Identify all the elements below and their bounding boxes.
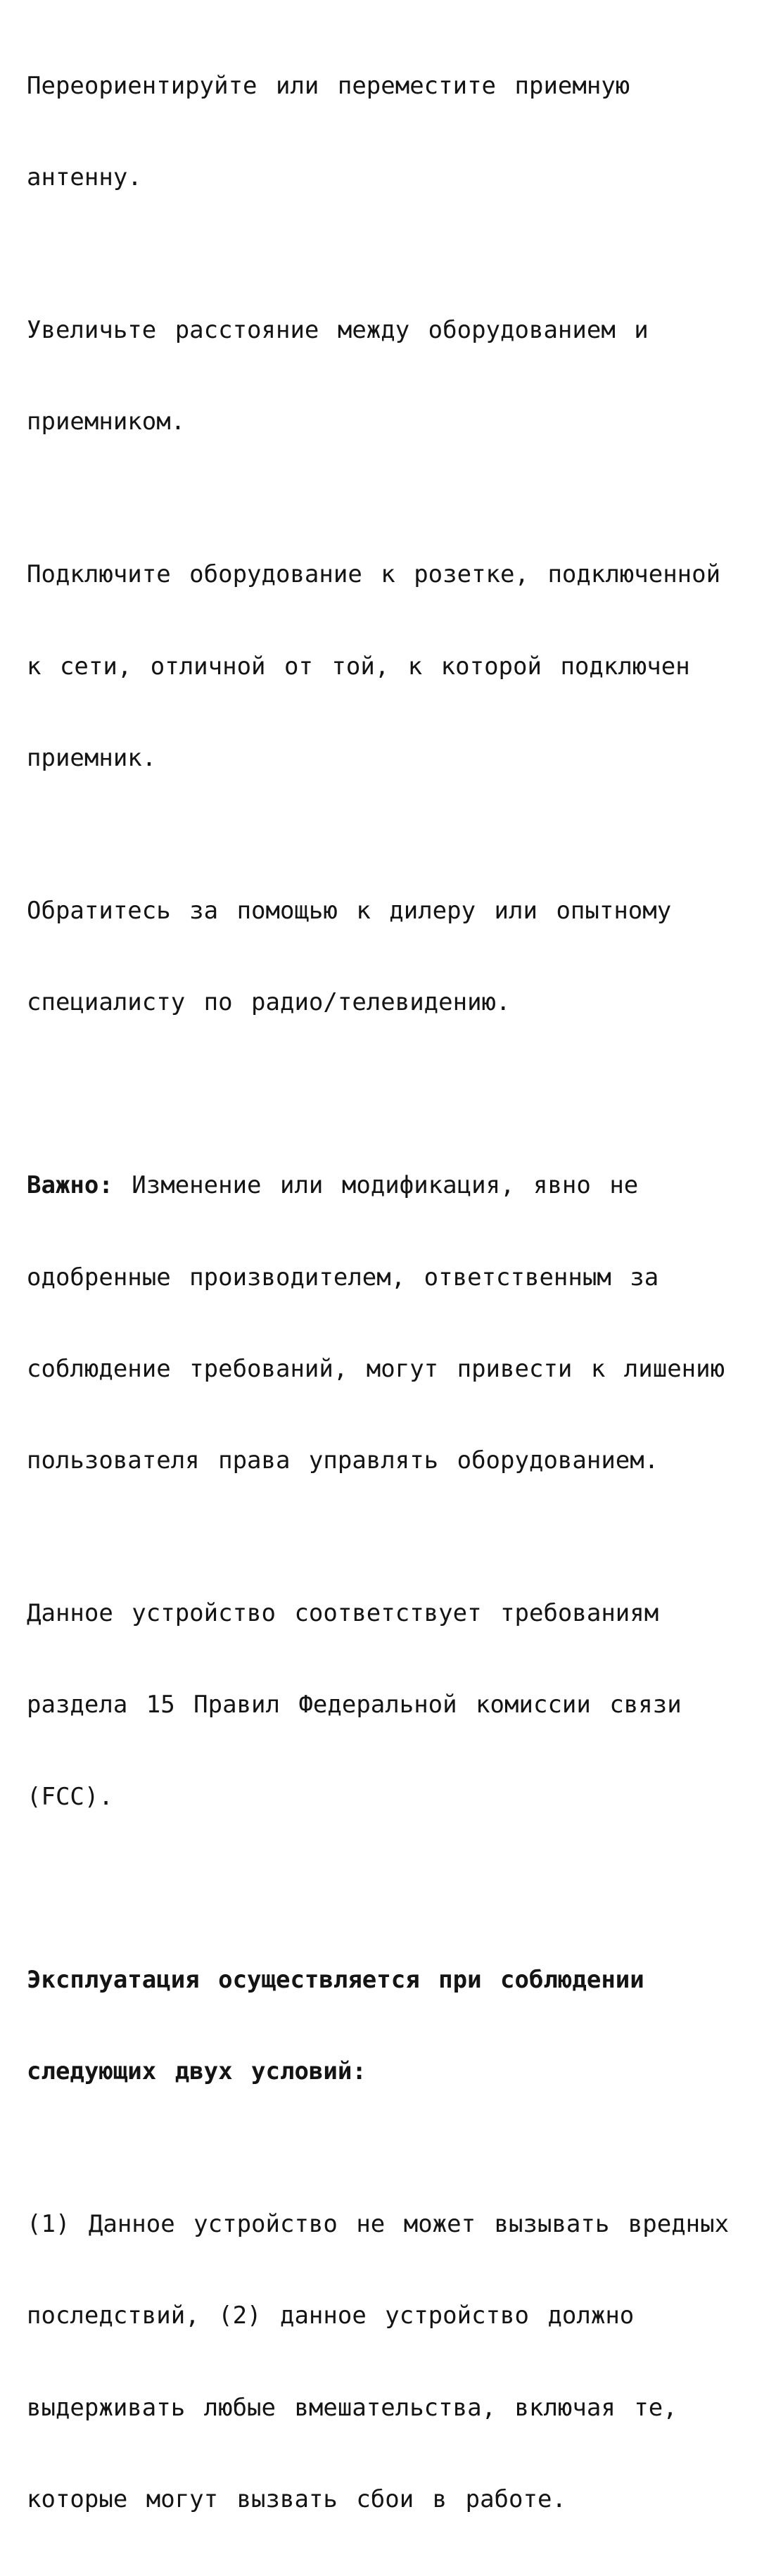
text-line: приемник. [27, 743, 157, 772]
text-line: Подключите оборудование к розетке, подключенной [27, 560, 721, 589]
text-line: которые могут вызвать сбои в работе. [27, 2485, 566, 2513]
important-notice [27, 1110, 765, 1538]
text-line: последствий, (2) данное устройство должно [27, 2302, 635, 2330]
operation-heading [27, 1904, 765, 2148]
fcc-compliance [27, 1537, 765, 1873]
text-line: (FCC). [27, 1782, 113, 1811]
text-line: Увеличьте расстояние между оборудованием и [27, 316, 649, 345]
text-line: одобренные производителем, ответственным за [27, 1263, 659, 1292]
document-body [27, 10, 765, 2576]
recommendation-outlet [27, 499, 765, 835]
text-line: (1) Данное устройство не может вызывать вредных [27, 2210, 730, 2239]
heading-line: следующих двух условий: [27, 2057, 367, 2086]
text-line: Обратитесь за помощью к дилеру или опытному [27, 896, 672, 925]
important-text: Изменение или модификация, явно не [113, 1171, 639, 1200]
text-line: специалисту по радио/телевидению. [27, 988, 511, 1016]
paragraph-spacer [27, 1079, 765, 1109]
operation-conditions [27, 2148, 765, 2576]
recommendation-dealer [27, 835, 765, 1079]
paragraph-spacer [27, 1874, 765, 1904]
text-line: приемником. [27, 408, 186, 436]
text-line: антенну. [27, 163, 142, 192]
text-line: Данное устройство соответствует требованиям [27, 1599, 659, 1628]
heading-line: Эксплуатация осуществляется при соблюдении [27, 1965, 644, 1994]
text-line: выдерживать любые вмешательства, включая те, [27, 2393, 678, 2422]
recommendation-reorient [27, 10, 765, 254]
text-line: Переориентируйте или переместите приемную [27, 71, 630, 100]
text-line: к сети, отличной от той, к которой подключен [27, 652, 690, 681]
text-line: пользователя права управлять оборудованием. [27, 1446, 659, 1475]
text-line [27, 1170, 765, 1201]
recommendation-distance [27, 254, 765, 498]
text-line: раздела 15 Правил Федеральной комиссии связи [27, 1691, 682, 1719]
important-label: Важно: [27, 1171, 113, 1200]
text-line: соблюдение требований, могут привести к лишению [27, 1354, 725, 1383]
